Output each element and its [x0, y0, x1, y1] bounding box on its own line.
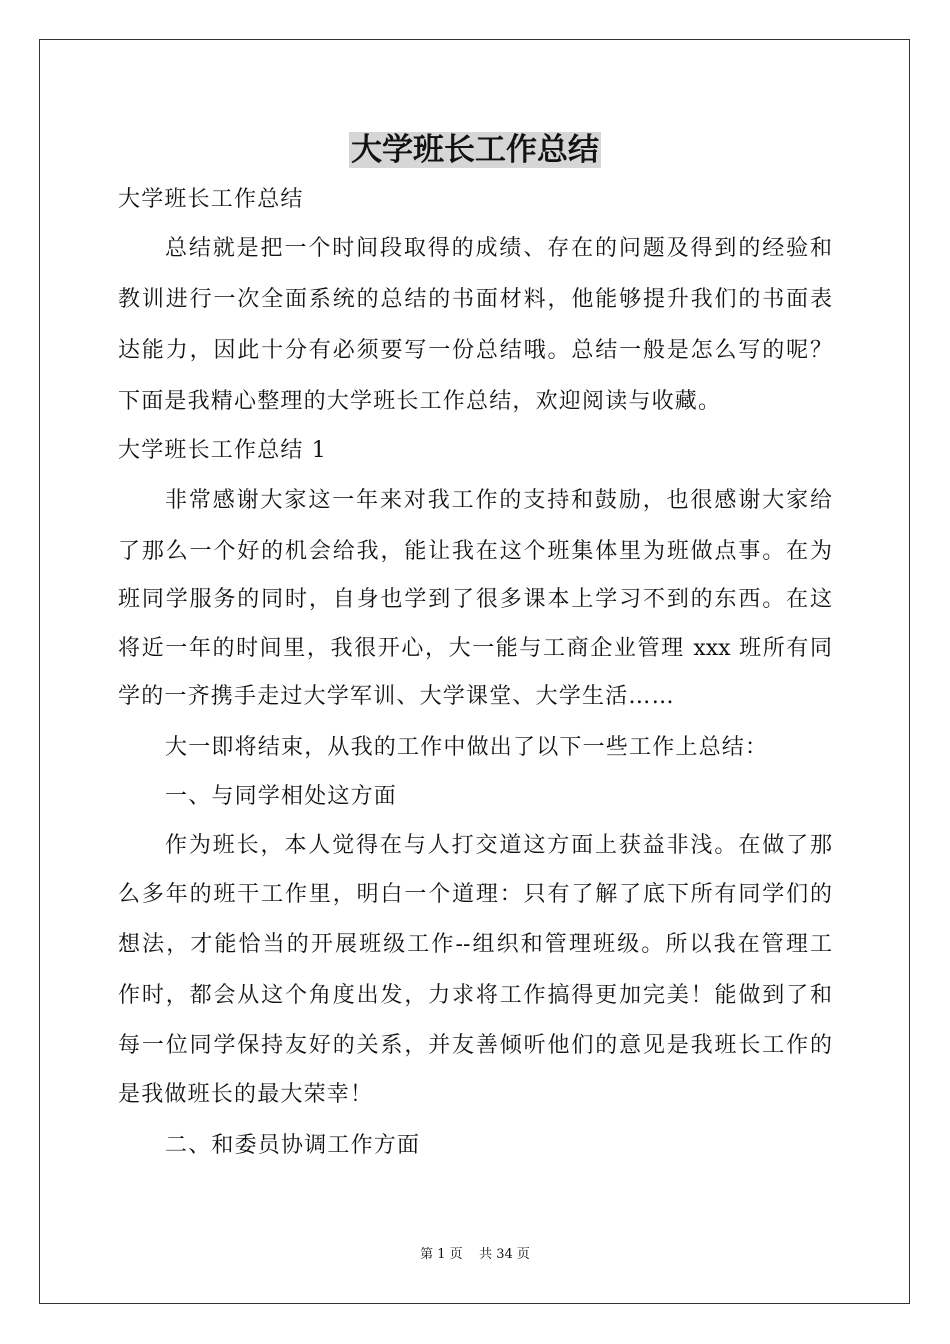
paragraph-line: 每一位同学保持友好的关系，并友善倾听他们的意见是我班长工作的	[118, 1033, 832, 1058]
document-title: 大学班长工作总结	[351, 132, 599, 168]
paragraph-line: 大一即将结束，从我的工作中做出了以下一些工作上总结：	[165, 735, 769, 760]
page-number-footer: 第 1 页 共 34 页	[420, 1247, 530, 1262]
paragraph-line: 作时，都会从这个角度出发，力求将工作搞得更加完美！能做到了和	[118, 983, 832, 1008]
paragraph-line: 将近一年的时间里，我很开心，大一能与工商企业管理 xxx 班所有同	[118, 636, 832, 661]
paragraph-line: 是我做班长的最大荣幸！	[118, 1082, 374, 1107]
paragraph-line: 非常感谢大家这一年来对我工作的支持和鼓励，也很感谢大家给	[165, 488, 832, 513]
paragraph-line: 下面是我精心整理的大学班长工作总结，欢迎阅读与收藏。	[118, 389, 722, 414]
subtitle-line: 大学班长工作总结	[118, 187, 304, 212]
section-heading: 大学班长工作总结 1	[118, 438, 327, 463]
paragraph-line: 班同学服务的同时，自身也学到了很多课本上学习不到的东西。在这	[118, 587, 832, 612]
subsection-heading: 一、与同学相处这方面	[165, 784, 398, 809]
paragraph-line: 想法，才能恰当的开展班级工作--组织和管理班级。所以我在管理工	[118, 932, 832, 957]
paragraph-line: 作为班长，本人觉得在与人打交道这方面上获益非浅。在做了那	[165, 833, 832, 858]
paragraph-line: 教训进行一次全面系统的总结的书面材料，他能够提升我们的书面表	[118, 287, 832, 312]
paragraph-line: 达能力，因此十分有必须要写一份总结哦。总结一般是怎么写的呢？	[118, 338, 832, 363]
paragraph-line: 么多年的班干工作里，明白一个道理：只有了解了底下所有同学们的	[118, 882, 832, 907]
page-border	[39, 39, 910, 1304]
paragraph-line: 学的一齐携手走过大学军训、大学课堂、大学生活……	[118, 684, 675, 709]
paragraph-line: 了那么一个好的机会给我，能让我在这个班集体里为班做点事。在为	[118, 539, 832, 564]
subsection-heading: 二、和委员协调工作方面	[165, 1133, 421, 1158]
paragraph-line: 总结就是把一个时间段取得的成绩、存在的问题及得到的经验和	[165, 236, 832, 261]
